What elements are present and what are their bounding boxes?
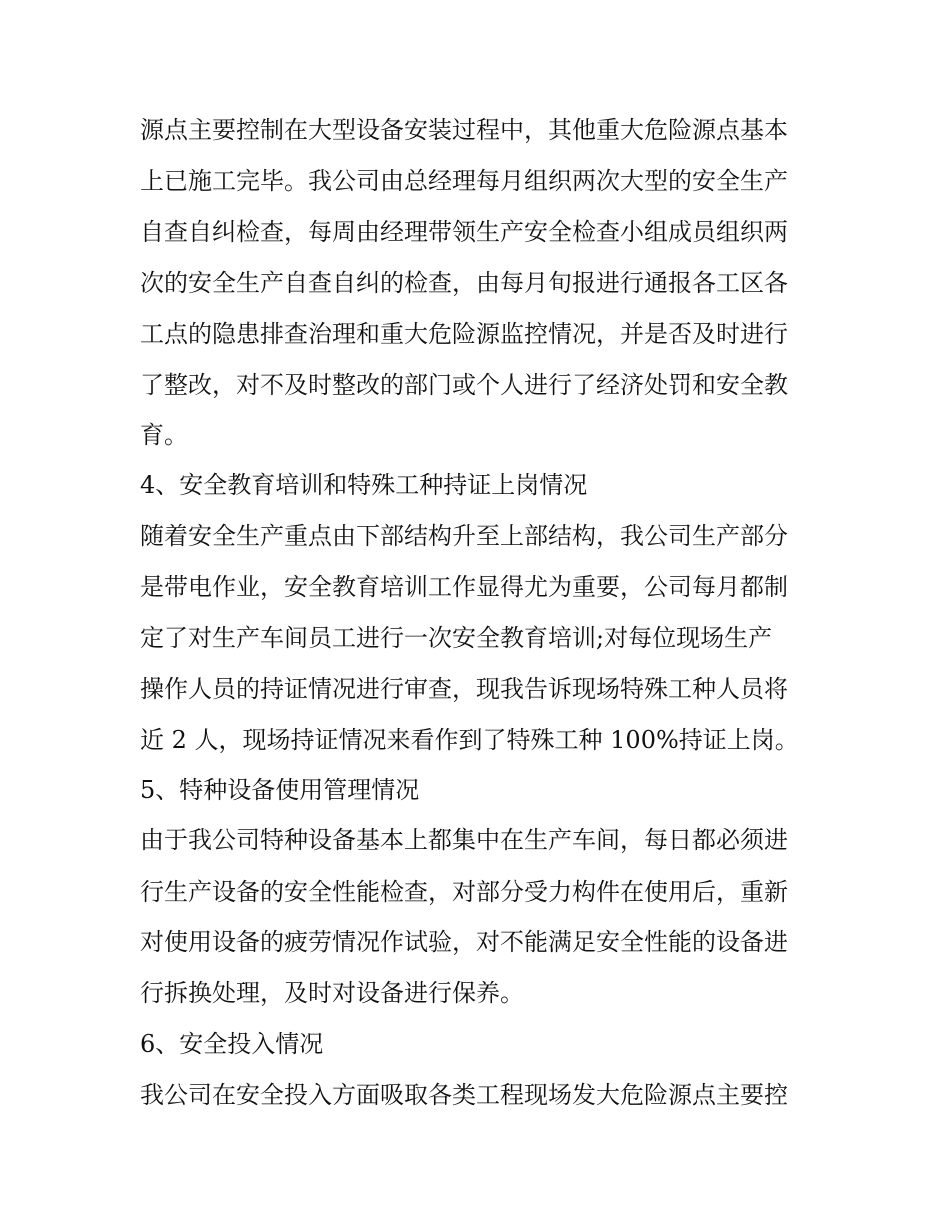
paragraph-line: 近 2 人，现场持证情况来看作到了特殊工种 100%持证上岗。 <box>140 726 799 754</box>
paragraph-line: 了整改，对不及时整改的部门或个人进行了经济处罚和安全教 <box>140 371 788 399</box>
paragraph-line: 上已施工完毕。我公司由总经理每月组织两次大型的安全生产 <box>140 167 788 195</box>
paragraph-line: 由于我公司特种设备基本上都集中在生产车间，每日都必须进 <box>140 826 788 854</box>
section-heading: 4、安全教育培训和特殊工种持证上岗情况 <box>140 471 588 499</box>
paragraph-line: 定了对生产车间员工进行一次安全教育培训;对每位现场生产 <box>140 624 773 652</box>
section-heading: 6、安全投入情况 <box>140 1030 324 1058</box>
section-heading: 5、特种设备使用管理情况 <box>140 776 420 804</box>
paragraph-line: 育。 <box>140 421 188 449</box>
paragraph-line: 我公司在安全投入方面吸取各类工程现场发大危险源点主要控 <box>140 1081 788 1109</box>
paragraph-line: 次的安全生产自查自纠的检查，由每月旬报进行通报各工区各 <box>140 269 788 297</box>
paragraph-line: 工点的隐患排查治理和重大危险源监控情况，并是否及时进行 <box>140 320 788 348</box>
paragraph-line: 行拆换处理，及时对设备进行保养。 <box>140 979 524 1007</box>
paragraph-line: 对使用设备的疲劳情况作试验，对不能满足安全性能的设备进 <box>140 928 788 956</box>
paragraph-line: 行生产设备的安全性能检查，对部分受力构件在使用后，重新 <box>140 878 788 906</box>
paragraph-line: 是带电作业，安全教育培训工作显得尤为重要，公司每月都制 <box>140 573 788 601</box>
paragraph-line: 源点主要控制在大型设备安装过程中，其他重大危险源点基本 <box>140 116 788 144</box>
paragraph-line: 操作人员的持证情况进行审查，现我告诉现场特殊工种人员将 <box>140 675 788 703</box>
paragraph-line: 自查自纠检查，每周由经理带领生产安全检查小组成员组织两 <box>140 218 788 246</box>
paragraph-line: 随着安全生产重点由下部结构升至上部结构，我公司生产部分 <box>140 522 788 550</box>
